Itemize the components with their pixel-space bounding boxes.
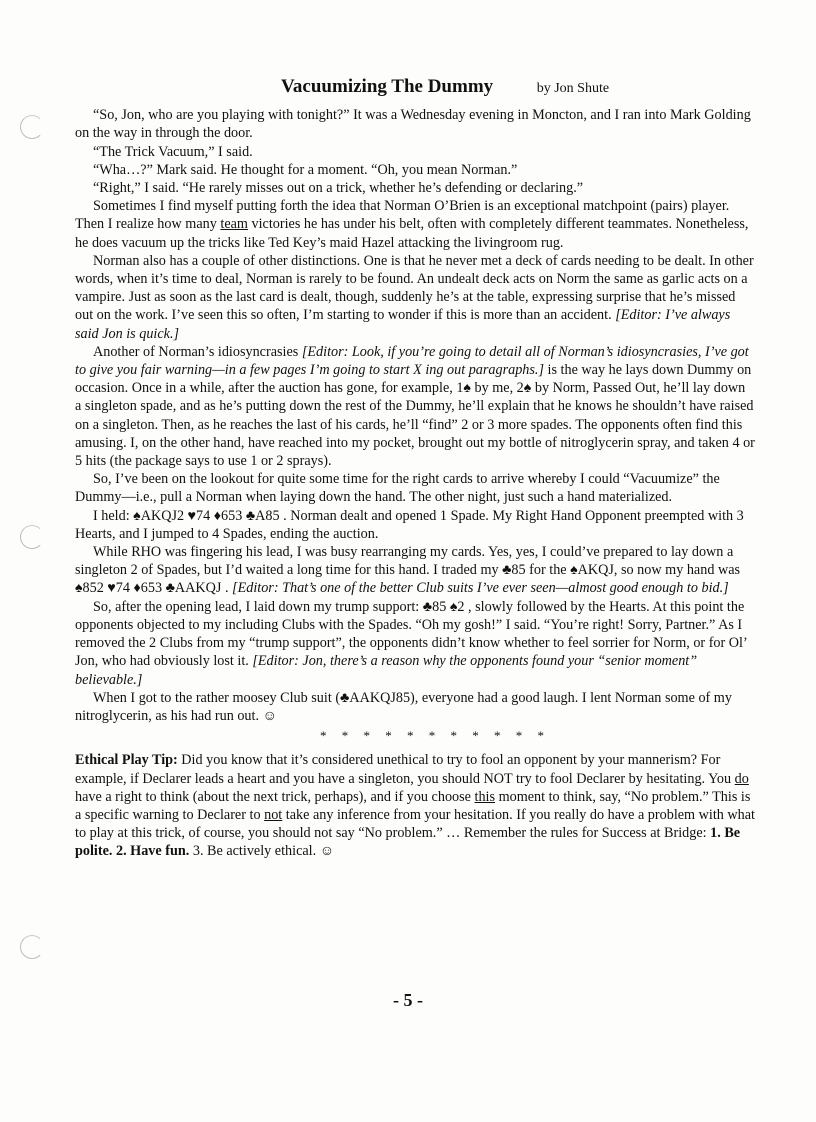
editor-note: [Editor: I’ve always said Jon is quick.] <box>75 307 731 342</box>
editor-note: [Editor: That’s one of the better Club suits I’ve ever seen—almost good enough to bid.] <box>232 580 729 597</box>
paragraph: “The Trick Vacuum,” I said. <box>93 143 253 160</box>
binder-hole <box>20 525 44 549</box>
article-title: Vacuumizing The Dummy <box>280 76 494 97</box>
paragraph: Another of Norman’s idiosyncrasies [Editor: Look, if you’re going to detail all of Norman’s idiosyncrasies, I’ve got to give you fair warning—in a few pages I’m going to start X ing out paragraphs.] is the way he lays down Dummy on occasion. Once in a while, after the auction has gone, for example, 1♠ by me, 2♠ by Norm, Passed Out, he’ll lay down a singleton spade, and as he’s putting down the rest of the Dummy, he’ll explain that he knows he shouldn’t have raised on a singleton. Then, as he reaches the last of his cards, he’ll “find” 2 or 3 more spades. The opponents often find this amusing. I, on the other hand, have reached into my pocket, brought out my bottle of nitroglycerin spray, and taken 4 or 5 hits (the package says to use 1 or 2 sprays). <box>75 343 755 470</box>
paragraph: So, I’ve been on the lookout for quite some time for the right cards to arrive whereby I could “Vacuumize” the Dummy—i.e., pull a Norman when laying down the hand. The other night, just such a hand materialized. <box>75 471 720 506</box>
paragraph: “Wha…?” Mark said. He thought for a moment. “Oh, you mean Norman.” <box>93 161 518 178</box>
paragraph: While RHO was fingering his lead, I was busy rearranging my cards. Yes, yes, I could’ve prepared to lay down a singleton 2 of Spades, but I’d waited a long time for this hand. I traded my ♣85 for the ♠AKQJ, so now my hand was ♠852 ♥74 ♦653 ♣AAKQJ . [Editor: That’s one of the better Club suits I’ve ever seen—almost good enough to bid.] <box>75 544 741 597</box>
article-byline: by Jon Shute <box>536 81 610 96</box>
paragraph: So, after the opening lead, I laid down my trump support: ♣85 ♠2 , slowly followed by the Hearts. At this point the opponents objected to my including Clubs with the Spades. “Oh my gosh!” I said. “You’re right! Sorry, Partner.” As I removed the 2 Clubs from my “trump support”, the opponents didn’t know whether to feel sorrier for Norm, or for Ol’ Jon, who had obviously lost it. [Editor: Jon, there’s a reason why the opponents found your “senior moment” believable.] <box>75 598 747 688</box>
ethical-tip: Ethical Play Tip: Did you know that it’s considered unethical to try to fool an opponent by your mannerism? For example, if Declarer leads a heart and you have a singleton, you should NOT try to fool Declarer by hesitating. You do have a right to think (about the next trick, perhaps), and if you choose this moment to think, say, “No problem.” This is a specific warning to Declarer to not take any inference from your hesitation. If you really do have a problem with what to play at this trick, of course, you should not say “No problem.” … Remember the rules for Success at Bridge: 1. Be polite. 2. Have fun. 3. Be actively ethical. ☺ <box>75 752 755 860</box>
title-row <box>105 78 785 98</box>
paragraph: Norman also has a couple of other distinctions. One is that he never met a deck of cards needing to be dealt. In other words, when it’s time to deal, Norman is rarely to be found. An undealt deck acts on Norm the same as garlic acts on a vampire. Just as soon as the last card is dealt, though, suddenly he’s at the table, expressing surprise that he’s missed out on the work. I’ve seen this so often, I’m starting to wonder if this is more than an accident. [Editor: I’ve always said Jon is quick.] <box>75 252 754 342</box>
tip-heading: Ethical Play Tip: <box>75 752 178 769</box>
paragraph: Sometimes I find myself putting forth the idea that Norman O’Brien is an exceptional matchpoint (pairs) player. Then I realize how many team victories he has under his belt, often with completely different teammates. Nonetheless, he does vacuum up the tricks like Ted Key’s maid Hazel attacking the livingroom rug. <box>75 198 749 251</box>
binder-hole <box>20 115 44 139</box>
paragraph: When I got to the rather moosey Club suit (♣AAKQJ85), everyone had a good laugh. I lent Norman some of my nitroglycerin, as his had run out. ☺ <box>75 689 732 724</box>
section-divider: * * * * * * * * * * * <box>320 728 550 744</box>
paragraph: “So, Jon, who are you playing with tonight?” It was a Wednesday evening in Moncton, and I ran into Mark Golding on the way in through the door. <box>75 107 751 142</box>
paragraph: “Right,” I said. “He rarely misses out on a trick, whether he’s defending or declaring.” <box>93 180 584 197</box>
editor-note: [Editor: Look, if you’re going to detail all of Norman’s idiosyncrasies, I’ve got to give you fair warning—in a few pages I’m going to start X ing out paragraphs.] <box>75 343 749 379</box>
article-body <box>75 78 755 861</box>
editor-note: [Editor: Jon, there’s a reason why the opponents found your “senior moment” believable.] <box>75 653 698 688</box>
page-number: - 5 - <box>393 990 423 1010</box>
binder-hole <box>20 935 44 959</box>
paragraph: I held: ♠AKQJ2 ♥74 ♦653 ♣A85 . Norman dealt and opened 1 Spade. My Right Hand Opponent preempted with 3 Hearts, and I jumped to 4 Spades, ending the auction. <box>75 507 744 542</box>
